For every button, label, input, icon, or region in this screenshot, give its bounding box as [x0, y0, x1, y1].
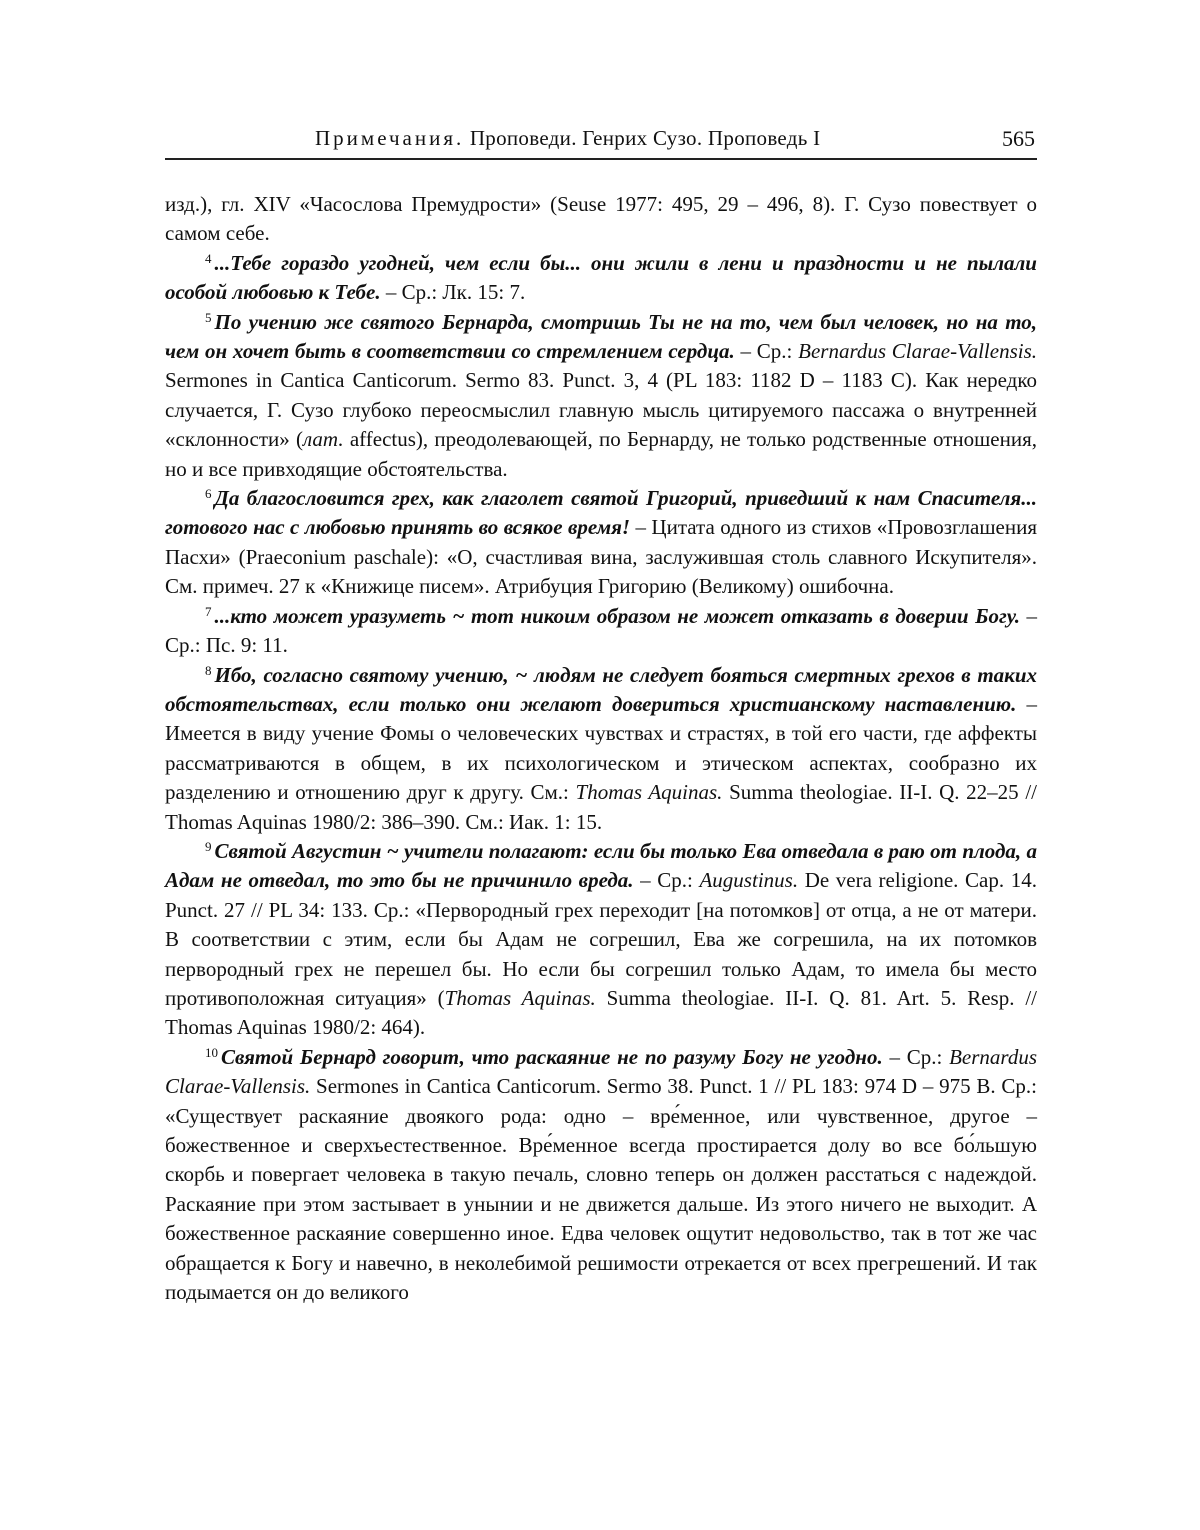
note-quote: Святой Августин ~ учители полагают: если бы только Ева отведала в раю от плода, а Адам не отведал, то это бы не причинило вреда. [165, 838, 1037, 893]
note-number: 8 [205, 662, 212, 678]
note-4: $^4$ ...Тебе гораздо угодней, чем если бы... они жили в лени и праздности и не пылали особой любовью к Тебе. – Ср.: Лк. 15: 7. [165, 250, 1037, 305]
author-name: Thomas Aquinas. [575, 780, 723, 805]
note-5: $^5$ По учению же святого Бернарда, смотришь Ты не на то, чем был человек, но на то, чем он хочет быть в соответствии со стремлением сердца. – Ср.: Bernardus Clarae-Vallensis. Sermones in Cantica Canticorum. Sermo 83. Punct. 3, 4 (PL 183: 1182 D – 1183 C). Как нередко случается, Г. Сузо глубоко переосмыслил главную мысль цитируемого пассажа о внутренней «склонности» (лат. affectus), преодолевающей, по Бернарду, не только родственные отношения, но и все привходящие обстоятельства. [165, 309, 1038, 481]
running-header [165, 118, 1037, 160]
note-quote: Да благословится грех, как глаголет святой Григорий, приведший к нам Спасителя... готового нас с любовью принять во всякое время! [165, 486, 1037, 540]
page-number: 565 [1002, 126, 1035, 151]
note-number: 9 [205, 838, 212, 854]
note-9: $^9$ Святой Августин ~ учители полагают: если бы только Ева отведала в раю от плода, а Адам не отведал, то это бы не причинило вреда. – Ср.: Augustinus. De vera religione. Cap. 14. Punct. 27 // PL 34: 133. Ср.: «Первородный грех переходит [на потомков] от отца, а не от матери. В соответствии с этим, если бы Адам не согрешил, Ева же согрешила, на их потомков первородный грех не перешел бы. Но если бы согрешил только Адам, то имела бы место противоположная ситуация» (Thomas Aquinas. Summa theologiae. II-I. Q. 81. Art. 5. Resp. // Thomas Aquinas 1980/2: 464). [165, 838, 1037, 1040]
running-title-section: Примечания. [315, 126, 465, 150]
running-title [315, 126, 820, 151]
note-quote: ...кто может уразуметь ~ тот никоим образом не может отказать в доверии Богу. [214, 603, 1020, 628]
note-7: $^7$ ...кто может уразуметь ~ тот никоим образом не может отказать в доверии Богу. – Ср.: Пс. 9: 11. [165, 603, 1037, 658]
author-name: Bernardus Clarae-Vallensis. [165, 1044, 1037, 1099]
notes-text [165, 190, 1037, 1307]
note-10: $^{10}$ Святой Бернард говорит, что раскаяние не по разуму Богу не угодно. – Ср.: Bernardus Clarae-Vallensis. Sermones in Cantica Canticorum. Sermo 38. Punct. 1 // PL 183: 974 D – 975 B. Ср.: «Существует раскаяние двоякого рода: одно – вре́менное, или чувственное, другое – божественное и сверхъестественное. Вре́менное всегда простирается долу во все бо́льшую скорбь и повергает человека в такую печаль, словно теперь он должен расстаться с надеждой. Раскаяние при этом застывает в унынии и не движется дальше. Из этого ничего не выходит. А божественное раскаяние совершенно иное. Едва человек ощутит недовольство, так в тот же час обращается к Богу и навечно, в неколебимой решимости отрекается от всех прегрешений. И так подымается он до великого [165, 1044, 1037, 1305]
note-number: 4 [205, 250, 212, 266]
note-8: $^8$ Ибо, согласно святому учению, ~ людям не следует бояться смертных грехов в таких обстоятельствах, если только они желают довериться христианскому наставлению. – Имеется в виду учение Фомы о человеческих чувствах и страстях, в той его части, где аффекты рассматриваются в общем, в их психологическом и этическом аспектах, сообразно их разделению и отношению друг к другу. См.: Thomas Aquinas. Summa theologiae. II-I. Q. 22–25 // Thomas Aquinas 1980/2: 386–390. См.: Иак. 1: 15. [165, 662, 1038, 834]
author-name: Thomas Aquinas. [444, 985, 596, 1010]
note-quote: По учению же святого Бернарда, смотришь Ты не на то, чем был человек, но на то, чем он хочет быть в соответствии со стремлением сердца. [165, 309, 1037, 364]
note-number: 10 [205, 1044, 218, 1060]
note-continuation: изд.), гл. XIV «Часослова Премудрости» (Seuse 1977: 495, 29 – 496, 8). Г. Сузо повествует о самом себе. [165, 192, 1037, 246]
author-name: Bernardus Clarae-Vallensis. [798, 339, 1038, 364]
running-title-rest: Проповеди. Генрих Сузо. Проповедь I [469, 126, 821, 150]
note-number: 5 [205, 309, 212, 325]
language-abbr: лат. [303, 427, 344, 452]
note-number: 6 [205, 486, 212, 502]
note-quote: ...Тебе гораздо угодней, чем если бы... они жили в лени и праздности и не пылали особой любовью к Тебе. [165, 250, 1037, 305]
note-quote: Ибо, согласно святому учению, ~ людям не следует бояться смертных грехов в таких обстоятельствах, если только они желают довериться христианскому наставлению. [165, 662, 1037, 716]
author-name: Augustinus. [699, 868, 799, 893]
note-quote: Святой Бернард говорит, что раскаяние не по разуму Богу не угодно. [221, 1044, 883, 1069]
note-number: 7 [205, 603, 212, 619]
note-6: $^6$ Да благословится грех, как глаголет святой Григорий, приведший к нам Спасителя... готового нас с любовью принять во всякое время! – Цитата одного из стихов «Провозглашения Пасхи» (Praeconium paschale): «О, счастливая вина, заслужившая столь славного Искупителя». См. примеч. 27 к «Книжице писем». Атрибуция Григорию (Великому) ошибочна. [165, 486, 1037, 599]
